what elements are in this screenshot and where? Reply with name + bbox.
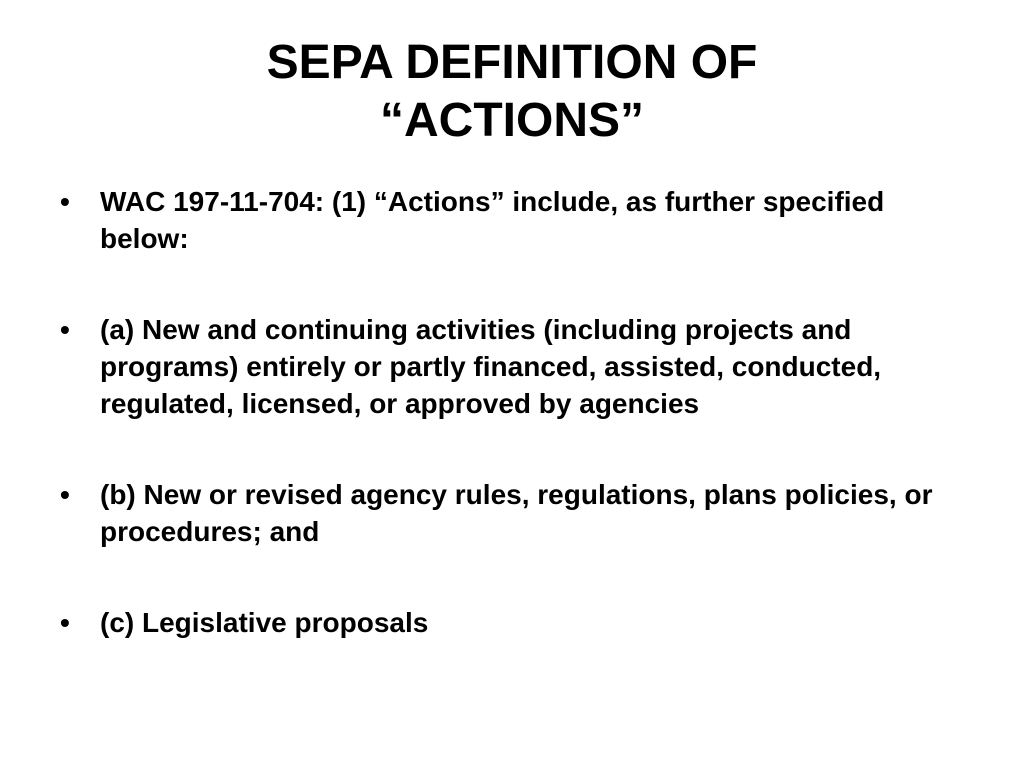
bullet-text: (b) New or revised agency rules, regulations, plans policies, or procedures; and xyxy=(100,479,933,547)
bullet-text: (c) Legislative proposals xyxy=(100,607,429,638)
bullet-item xyxy=(60,183,960,257)
bullet-dot-icon: • xyxy=(60,607,70,638)
bullet-dot-icon: • xyxy=(60,479,70,510)
bullet-list xyxy=(60,183,960,695)
bullet-item xyxy=(60,476,960,550)
bullet-text: (a) New and continuing activities (including projects and programs) entirely or partly financed, assisted, conducted, regulated, licensed, or approved by agencies xyxy=(100,314,882,419)
bullet-dot-icon: • xyxy=(60,186,70,217)
slide-title-line-2: “ACTIONS” xyxy=(380,94,644,147)
slide-title xyxy=(0,34,1024,150)
bullet-text: WAC 197-11-704: (1) “Actions” include, as further specified below: xyxy=(100,186,885,254)
bullet-item xyxy=(60,604,960,641)
bullet-dot-icon: • xyxy=(60,314,70,345)
bullet-item xyxy=(60,311,960,422)
slide-title-line-1: SEPA DEFINITION OF xyxy=(266,36,758,89)
